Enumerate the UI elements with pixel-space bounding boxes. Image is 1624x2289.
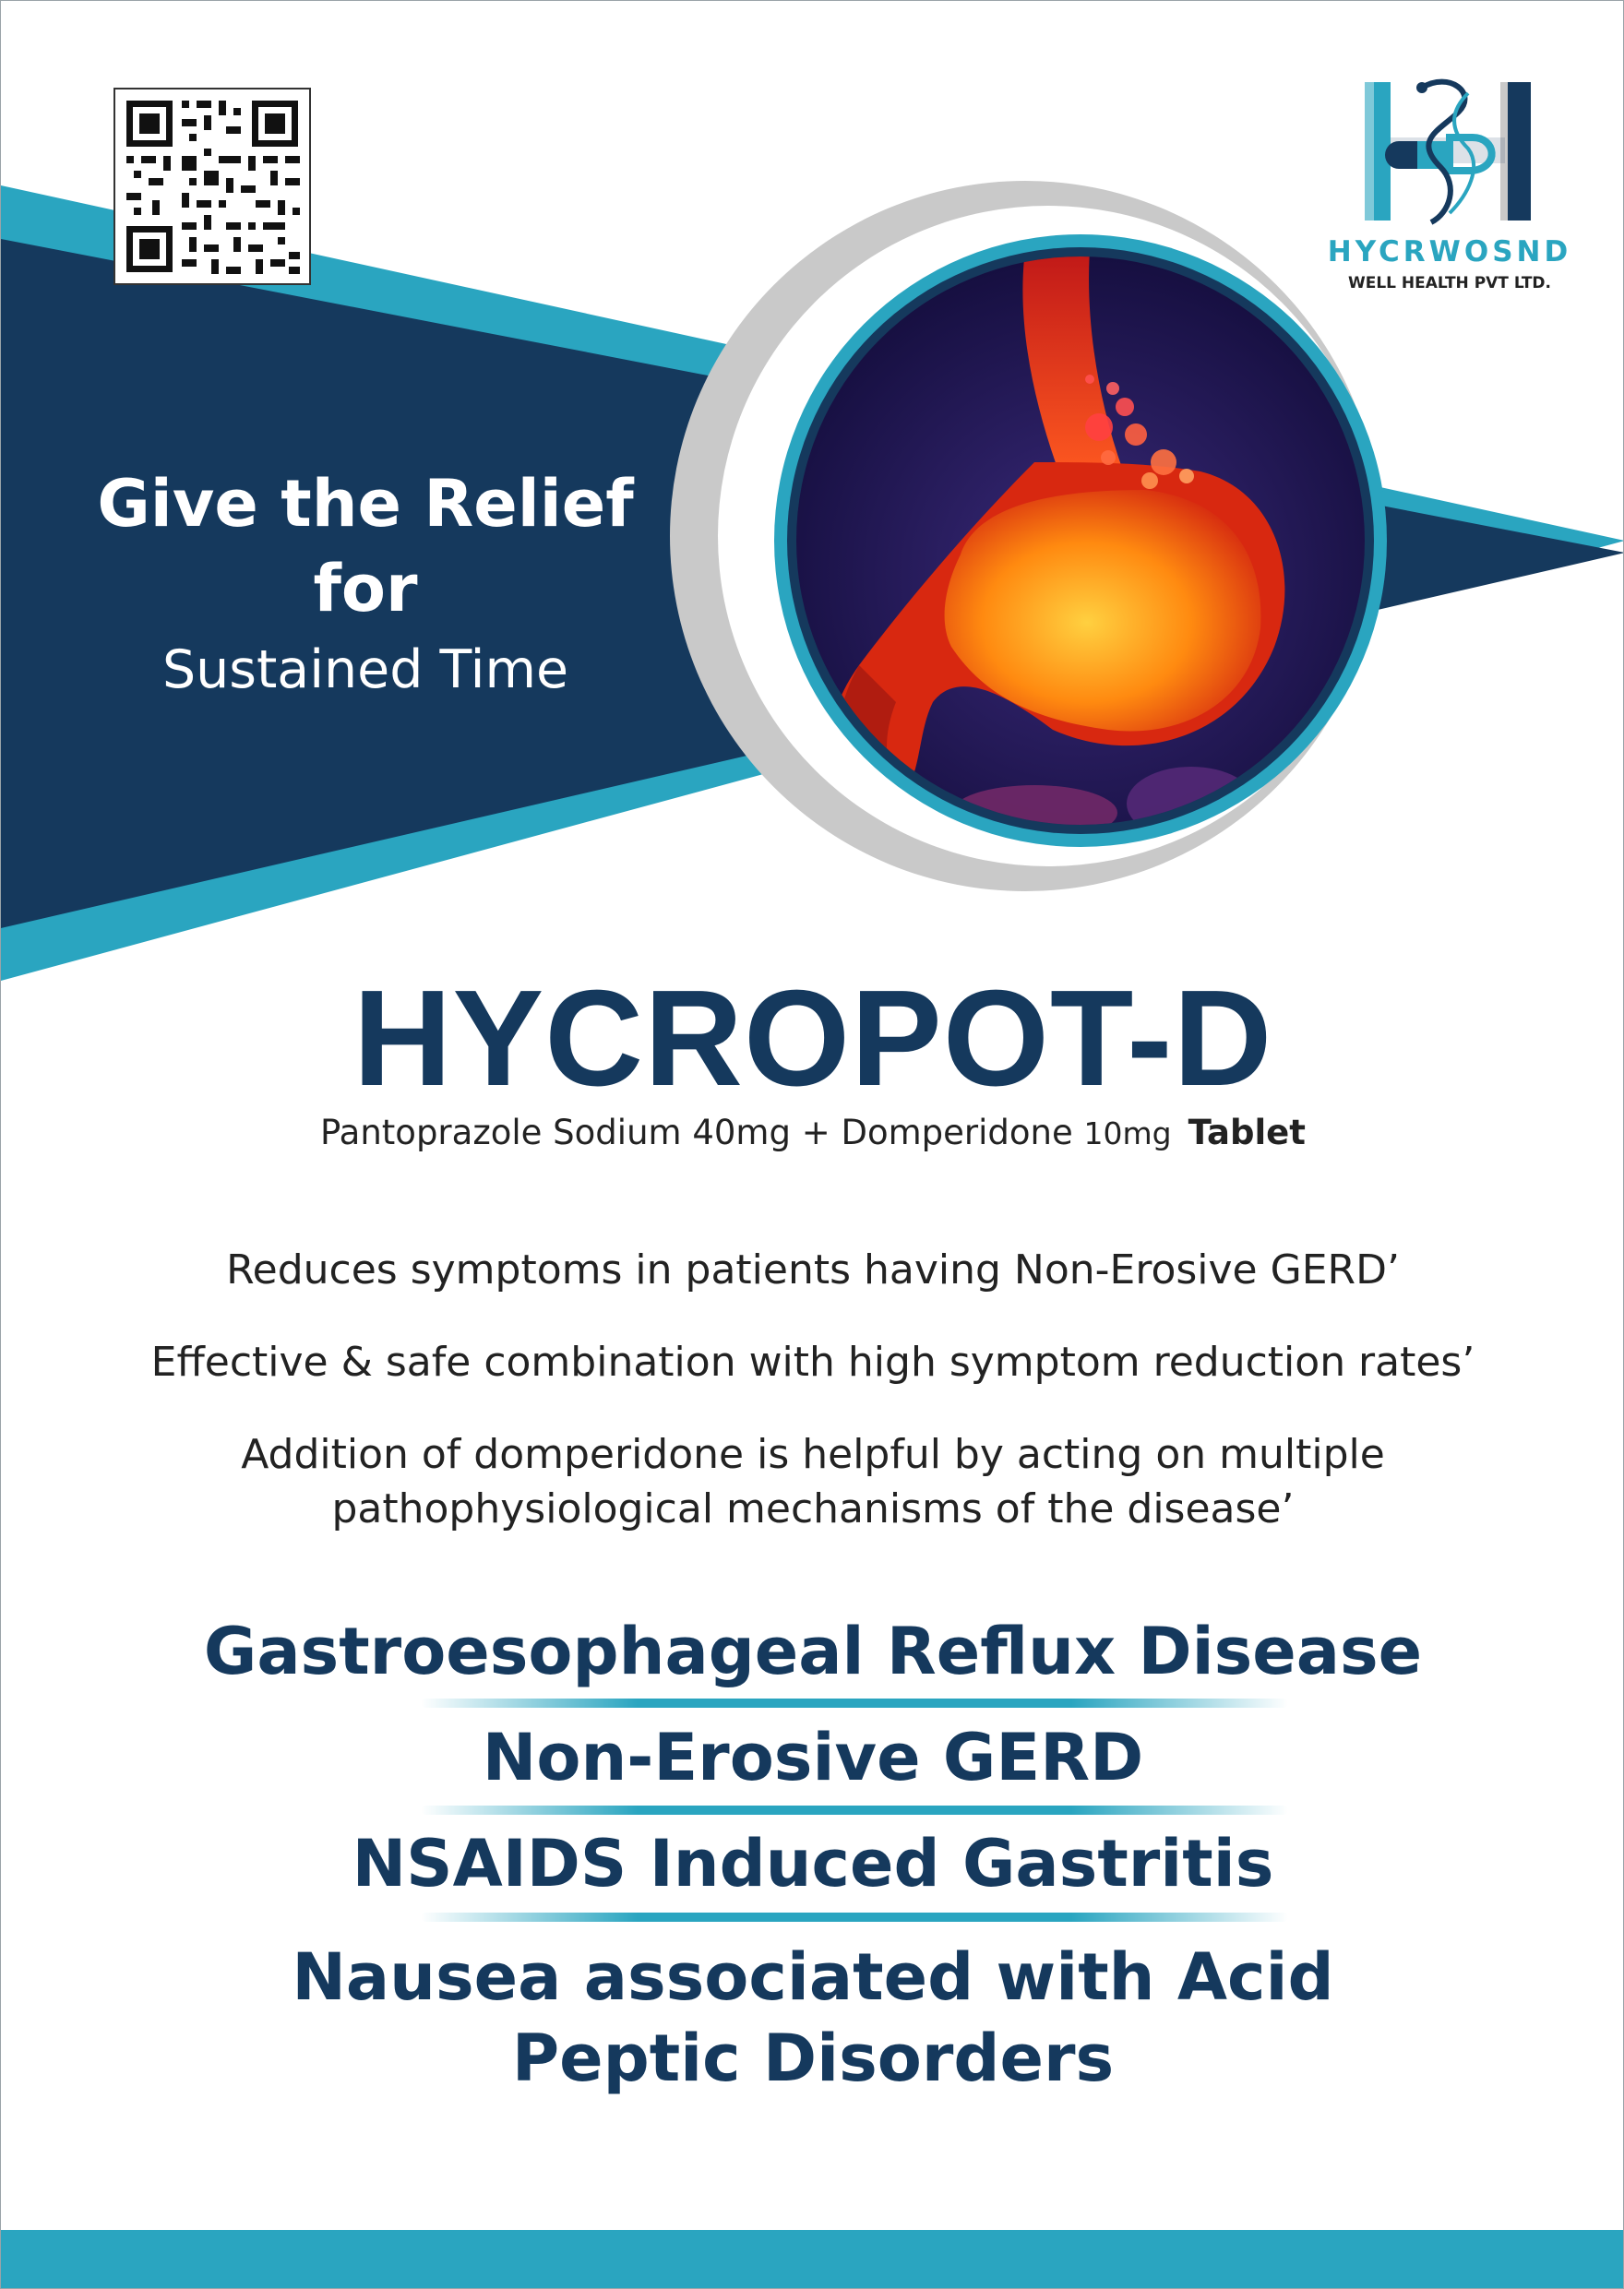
indication-item: Non-Erosive GERD [482, 1720, 1144, 1795]
benefit-item: Addition of domperidone is helpful by acting on multiple [241, 1431, 1385, 1478]
benefit-item: pathophysiological mechanisms of the disease’ [331, 1485, 1295, 1532]
composition-dose: 10mg [1083, 1115, 1172, 1151]
divider [421, 1806, 1288, 1815]
divider [421, 1913, 1288, 1922]
qr-code-icon[interactable] [113, 88, 311, 285]
tagline-line1: Give the Relief [97, 466, 634, 542]
product-name: HYCROPOT-D [352, 962, 1273, 1115]
tagline-line3: Sustained Time [161, 639, 569, 700]
benefit-item: Reduces symptoms in patients having Non-Erosive GERD’ [226, 1246, 1400, 1294]
indication-item: NSAIDS Induced Gastritis [352, 1826, 1274, 1902]
tagline-line2: for [313, 551, 418, 626]
composition-main: Pantoprazole Sodium 40mg + Domperidone [320, 1113, 1084, 1152]
divider [421, 1699, 1288, 1708]
indication-item: Nausea associated with Acid [292, 1939, 1334, 2015]
indication-item: Peptic Disorders [511, 2021, 1115, 2096]
company-subtitle: WELL HEALTH PVT LTD. [1347, 274, 1552, 292]
product-composition [1, 1113, 1624, 1152]
footer-bar [1, 2230, 1624, 2289]
benefit-item: Effective & safe combination with high symptom reduction rates’ [150, 1339, 1475, 1386]
company-name: HYCRWOSND [1327, 235, 1572, 268]
dosage-form: Tablet [1188, 1113, 1306, 1152]
indication-item: Gastroesophageal Reflux Disease [203, 1614, 1423, 1689]
hycrwosnd-logo [1311, 75, 1588, 305]
